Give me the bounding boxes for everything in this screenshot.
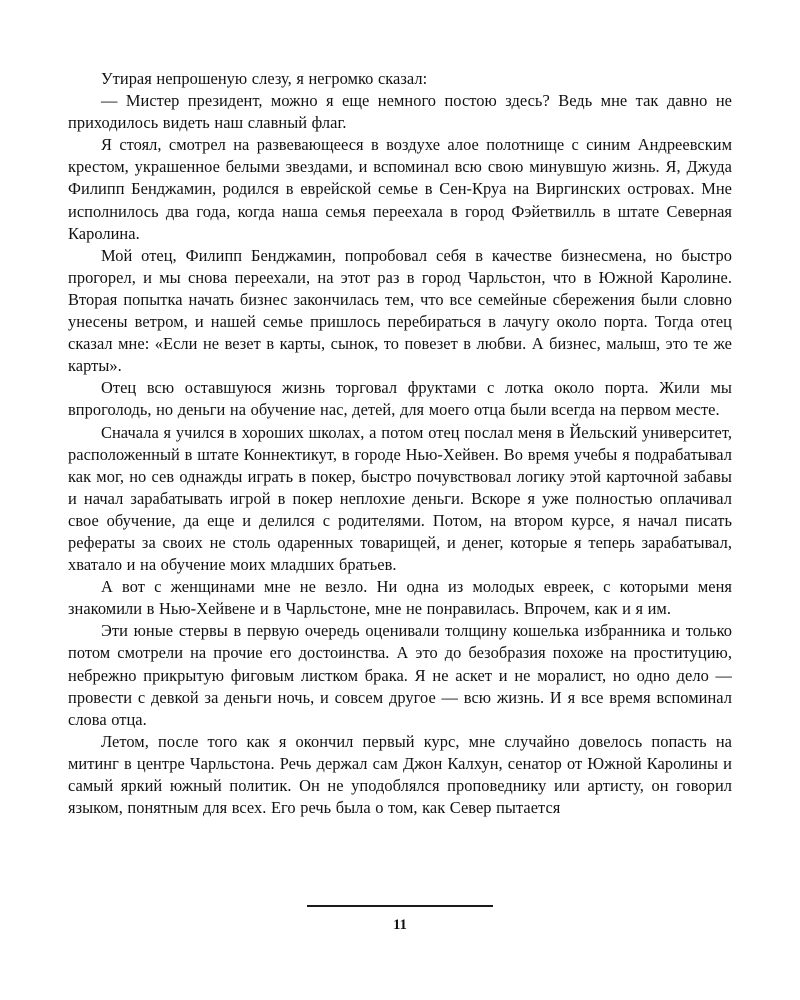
footer-divider: [307, 905, 493, 907]
paragraph: Сначала я учился в хороших школах, а потом отец послал меня в Йельский университет, расположенный в штате Коннектикут, в городе Нью-Хейвен. Во время учебы я подрабатывал как мог, но сев однажды играть в покер, быстро почувствовал логику этой карточной забавы и начал зарабатывать игрой в покер неплохие деньги. Вскоре я уже полностью оплачивал свое обучение, да еще и делился с родителями. Потом, на втором курсе, я начал писать рефераты за своих не столь одаренных товарищей, и денег, которые я теперь зарабатывал, хватало и на обучение моих младших братьев.: [68, 422, 732, 575]
paragraph: А вот с женщинами мне не везло. Ни одна из молодых евреек, с которыми меня знакомили в Нью-Хейвене и в Чарльстоне, мне не понравилась. Впрочем, как и я им.: [68, 577, 732, 619]
paragraph: Мой отец, Филипп Бенджамин, попробовал себя в качестве бизнесмена, но быстро прогорел, и мы снова переехали, на этот раз в город Чарльстон, что в Южной Каролине. Вторая попытка начать бизнес закончилась тем, что все семейные сбережения были словно унесены ветром, и нашей семье пришлось перебираться в лачугу около порта. Тогда отец сказал мне: «Если не везет в карты, сынок, то повезет в любви. А бизнес, малыш, это те же карты».: [68, 245, 732, 376]
page-footer: [0, 905, 800, 933]
paragraph: Утирая непрошеную слезу, я негромко сказал:: [101, 69, 428, 88]
paragraph: Летом, после того как я окончил первый курс, мне случайно довелось попасть на митинг в центре Чарльстона. Речь держал сам Джон Калхун, сенатор от Южной Каролины и самый яркий южный политик. Он не уподоблялся проповеднику или артисту, он говорил языком, понятным для всех. Его речь была о том, как Север пытается: [68, 731, 732, 818]
page-number: 11: [393, 917, 407, 933]
page-text-body: [68, 68, 732, 819]
paragraph: Эти юные стервы в первую очередь оценивали толщину кошелька избранника и только потом смотрели на прочие его достоинства. А это до безобразия похоже на проституцию, небрежно прикрытую фиговым листком брака. Я не аскет и не моралист, но одно дело — провести с девкой за деньги ночь, и совсем другое — всю жизнь. И я все время вспоминал слова отца.: [68, 621, 732, 729]
paragraph: Отец всю оставшуюся жизнь торговал фруктами с лотка около порта. Жили мы впроголодь, но деньги на обучение нас, детей, для моего отца были всегда на первом месте.: [68, 378, 732, 420]
paragraph: Я стоял, смотрел на развевающееся в воздухе алое полотнище с синим Андреевским крестом, украшенное белыми звездами, и вспоминал всю свою минувшую жизнь. Я, Джуда Филипп Бенджамин, родился в еврейской семье в Сен-Круа на Виргинских островах. Мне исполнилось два года, когда наша семья переехала в город Фэйетвилль в штате Северная Каролина.: [68, 135, 732, 243]
paragraph: — Мистер президент, можно я еще немного постою здесь? Ведь мне так давно не приходилось видеть наш славный флаг.: [68, 91, 732, 133]
